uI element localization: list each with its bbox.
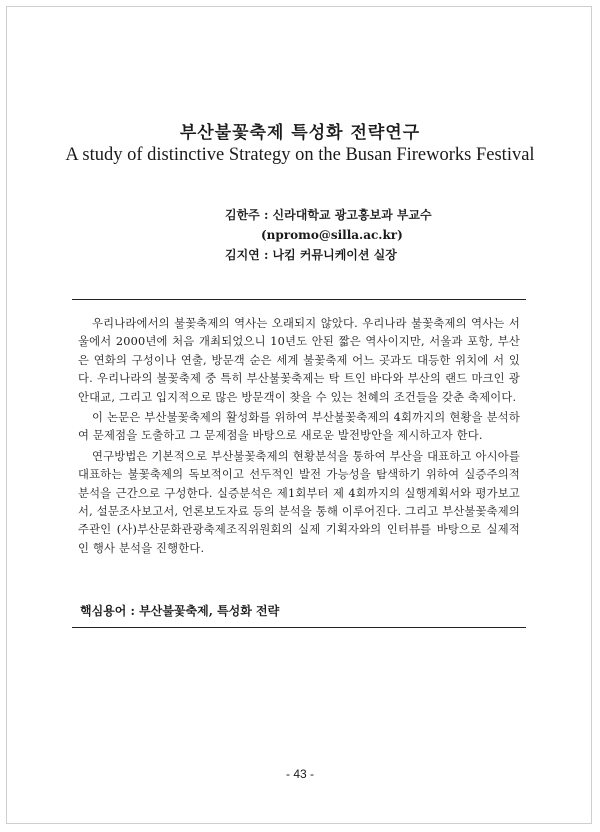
author-block — [225, 205, 475, 265]
abstract-paragraph: 이 논문은 부산불꽃축제의 활성화를 위하여 부산불꽃축제의 4회까지의 현황을 분석하여 문제점을 도출하고 그 문제점을 바탕으로 새로운 발전방안을 제시하고자 한다. — [78, 411, 520, 443]
author-email: (npromo@silla.ac.kr) — [261, 228, 403, 242]
top-rule — [72, 299, 526, 300]
abstract-paragraph: 연구방법은 기본적으로 부산불꽃축제의 현황분석을 통하여 부산을 대표하고 아시아를 대표하는 불꽃축제의 독보적이고 선두적인 발전 가능성을 탐색하기 위하여 실증주의적 분석을 근간으로 구성한다. 실증분석은 제1회부터 제 4회까지의 실행계획서와 평가보고서, 설문조사보고서, 언론보도자료 등의 분석을 통해 이루어진다. 그리고 부산불꽃축제의 주관인 (사)부산문화관광축제조직위원회의 실제 기획자와의 인터뷰를 바탕으로 실제적인 행사 분석을 진행한다. — [78, 449, 520, 555]
keywords: 핵심용어 : 부산불꽃축제, 특성화 전략 — [80, 604, 280, 618]
bottom-rule — [72, 627, 526, 628]
author-1: 김한주 : 신라대학교 광고홍보과 부교수 — [225, 208, 432, 222]
abstract — [78, 315, 520, 560]
paper-title-korean: 부산불꽃축제 특성화 전략연구 — [179, 123, 421, 143]
author-2: 김지연 : 나킴 커뮤니케이션 실장 — [225, 248, 397, 262]
abstract-paragraph: 우리나라에서의 불꽃축제의 역사는 오래되지 않았다. 우리나라 불꽃축제의 역사는 서울에서 2000년에 처음 개최되었으니 10년도 안된 짧은 역사이지만, 서울과 포항, 부산은 연화의 구성이나 연출, 방문객 순은 세계 불꽃축제 어느 곳과도 대등한 위치에 서 있다. 우리나라의 불꽃축제 중 특히 부산불꽃축제는 탁 트인 바다와 부산의 랜드 마크인 광안대교, 그리고 입지적으로 많은 방문객이 찾을 수 있는 천혜의 조건들을 갖춘 축제이다. — [78, 317, 520, 404]
page-number: - 43 - — [285, 767, 314, 781]
paper-title-english: A study of distinctive Strategy on the Busan Fireworks Festival — [65, 145, 535, 165]
